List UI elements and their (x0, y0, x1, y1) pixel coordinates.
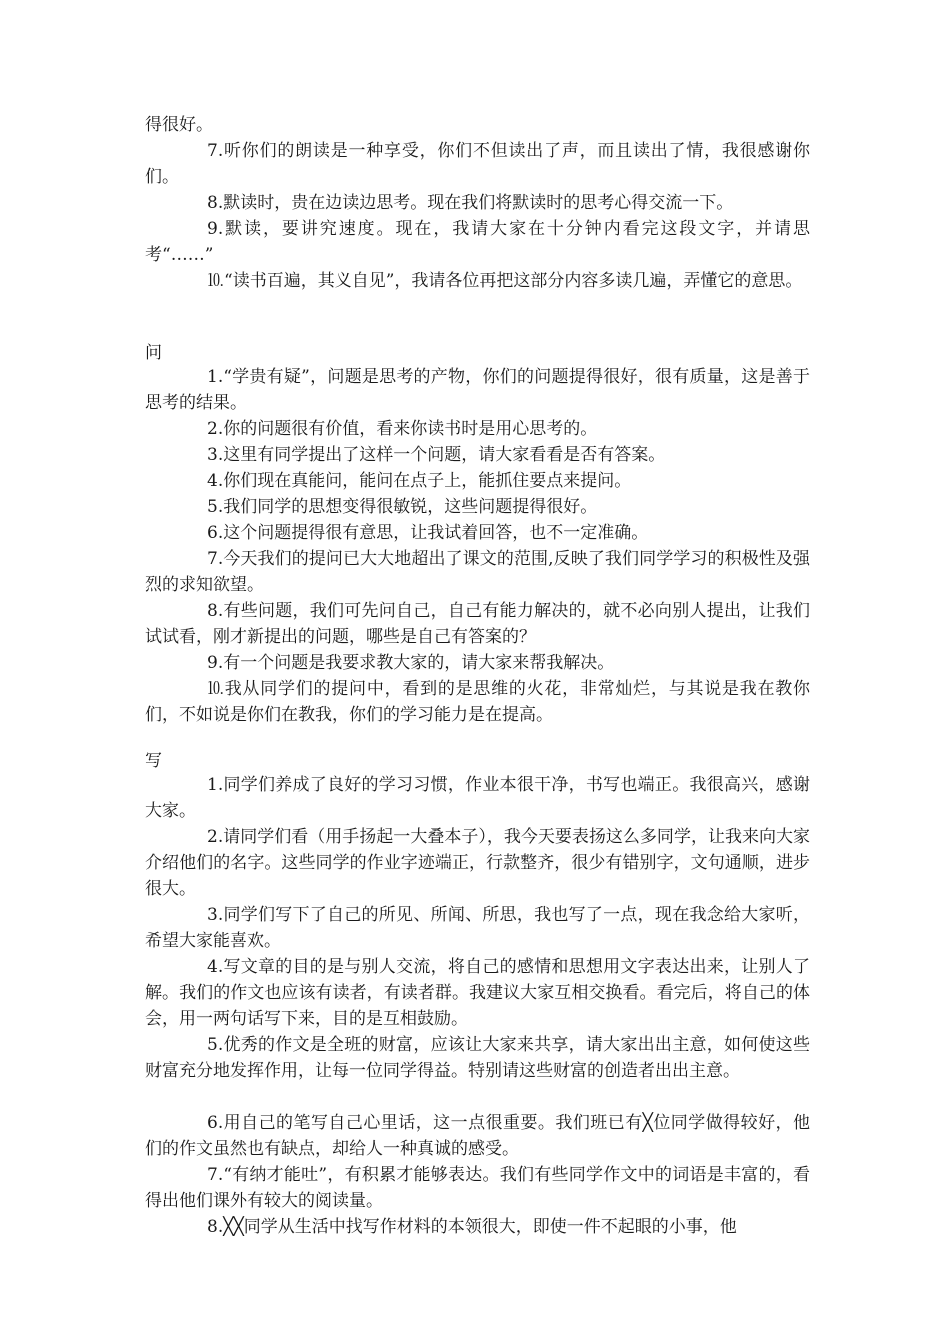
reading-item-7: 7.听你们的朗读是一种享受，你们不但读出了声，而且读出了情，我很感谢你们。 (145, 141, 810, 187)
ask-item-8: 8.有些问题，我们可先问自己，自己有能力解决的，就不必向别人提出，让我们试试看，刚才新提出的问题，哪些是自己有答案的？ (145, 601, 810, 647)
continuation-text: 得很好。 (145, 115, 213, 135)
reading-item-10: ⒑“读书百遍，其义自见”，我请各位再把这部分内容多读几遍，弄懂它的意思。 (207, 271, 803, 291)
reading-item-9: 9.默读，要讲究速度。现在，我请大家在十分钟内看完这段文字，并请思考“……” (145, 219, 810, 265)
section-write-title: 写 (145, 751, 162, 771)
write-item-3: 3.同学们写下了自己的所见、所闻、所思，我也写了一点，现在我念给大家听，希望大家能喜欢。 (145, 905, 810, 951)
write-item-7: 7.“有纳才能吐”，有积累才能够表达。我们有些同学作文中的词语是丰富的，看得出他们课外有较大的阅读量。 (145, 1165, 810, 1211)
ask-item-2: 2.你的问题很有价值，看来你读书时是用心思考的。 (207, 419, 598, 439)
ask-item-10: ⒑我从同学们的提问中，看到的是思维的火花，非常灿烂，与其说是我在教你们，不如说是你们在教我，你们的学习能力是在提高。 (145, 679, 810, 725)
ask-item-3: 3.这里有同学提出了这样一个问题，请大家看看是否有答案。 (207, 445, 666, 465)
write-item-2: 2.请同学们看（用手扬起一大叠本子），我今天要表扬这么多同学，让我来向大家介绍他们的名字。这些同学的作业字迹端正，行款整齐，很少有错别字，文句通顺，进步很大。 (145, 827, 810, 899)
ask-item-9: 9.有一个问题是我要求教大家的，请大家来帮我解决。 (207, 653, 615, 673)
ask-item-4: 4.你们现在真能问，能问在点子上，能抓住要点来提问。 (207, 471, 632, 491)
section-ask-title: 问 (145, 343, 162, 363)
ask-item-7: 7.今天我们的提问已大大地超出了课文的范围,反映了我们同学学习的积极性及强烈的求知欲望。 (145, 549, 810, 595)
write-item-1: 1.同学们养成了良好的学习习惯，作业本很干净，书写也端正。我很高兴，感谢大家。 (145, 775, 810, 821)
reading-item-8: 8.默读时，贵在边读边思考。现在我们将默读时的思考心得交流一下。 (207, 193, 734, 213)
ask-item-1: 1.“学贵有疑”，问题是思考的产物，你们的问题提得很好，很有质量，这是善于思考的结果。 (145, 367, 810, 413)
write-item-8: 8.╳╳同学从生活中找写作材料的本领很大，即使一件不起眼的小事，他 (207, 1217, 737, 1237)
write-item-5: 5.优秀的作文是全班的财富，应该让大家来共享，请大家出出主意，如何使这些财富充分地发挥作用，让每一位同学得益。特别请这些财富的创造者出出主意。 (145, 1035, 810, 1081)
write-item-6: 6.用自己的笔写自己心里话，这一点很重要。我们班已有╳位同学做得较好，他们的作文虽然也有缺点，却给人一种真诚的感受。 (145, 1113, 810, 1159)
ask-item-6: 6.这个问题提得很有意思，让我试着回答，也不一定准确。 (207, 523, 649, 543)
write-item-4: 4.写文章的目的是与别人交流，将自己的感情和思想用文字表达出来，让别人了解。我们的作文也应该有读者，有读者群。我建议大家互相交换看。看完后，将自己的体会，用一两句话写下来，目的是互相鼓励。 (145, 957, 810, 1029)
ask-item-5: 5.我们同学的思想变得很敏锐，这些问题提得很好。 (207, 497, 598, 517)
